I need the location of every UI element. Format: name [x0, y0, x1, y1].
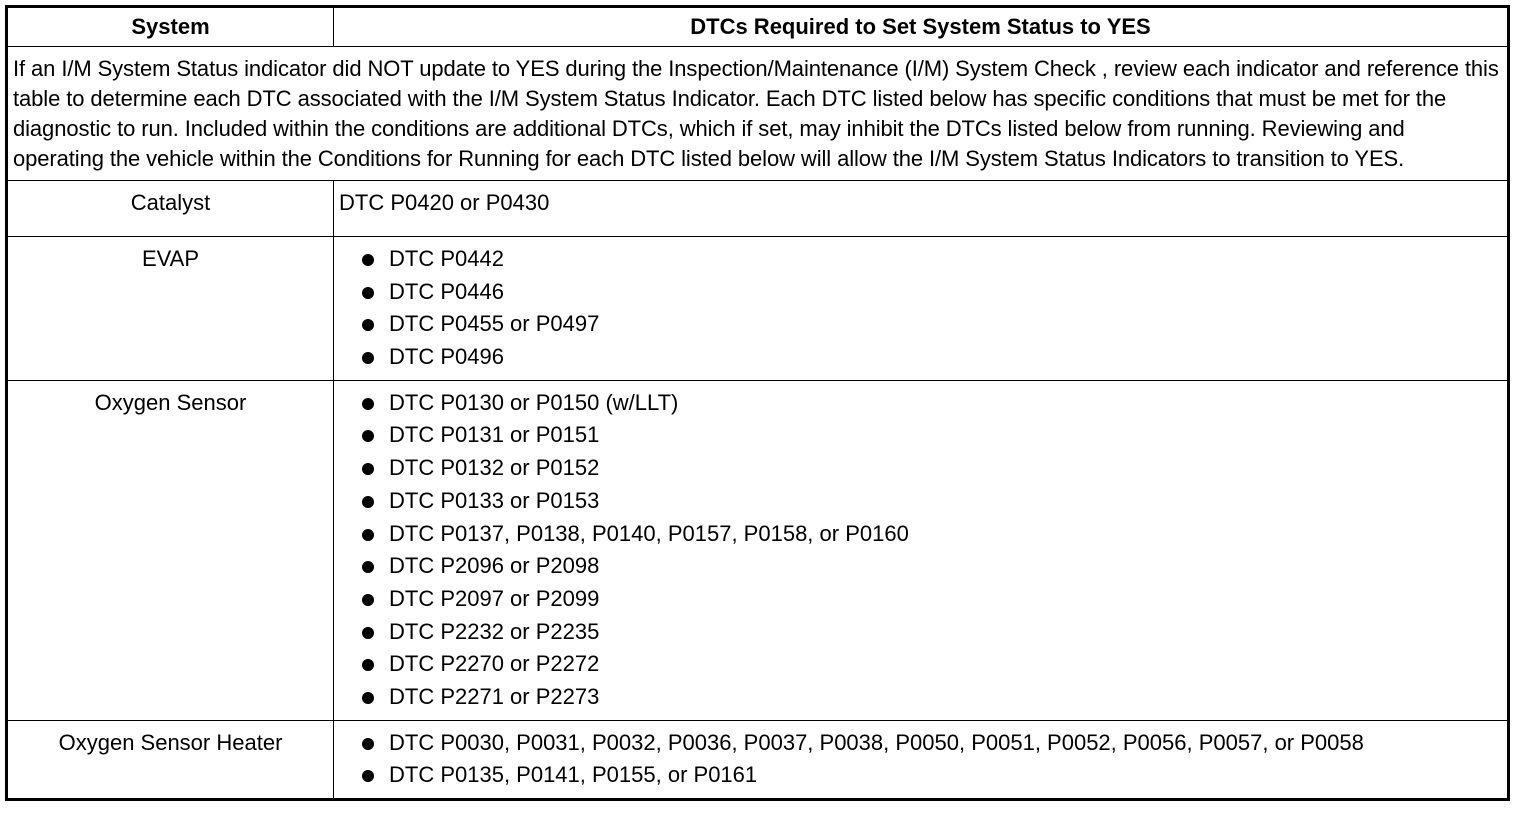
dtc-list: [339, 723, 1503, 796]
bullet-icon: [362, 463, 374, 475]
table-row-oxygen-sensor: [7, 380, 1509, 720]
list-item: [359, 616, 1503, 649]
bullet-icon: [362, 430, 374, 442]
system-cell: EVAP: [7, 237, 334, 381]
list-item: [359, 276, 1503, 309]
dtc-list: [339, 239, 1503, 378]
bullet-icon: [362, 496, 374, 508]
dtc-system-status-table: [5, 5, 1510, 801]
list-item: [359, 681, 1503, 714]
list-item: [359, 485, 1503, 518]
dtc-item-text: DTC P2097 or P2099: [389, 585, 600, 611]
dtc-item-text: DTC P0446: [389, 278, 504, 304]
dtc-item-text: DTC P0133 or P0153: [389, 487, 600, 513]
bullet-icon: [362, 738, 374, 750]
dtc-item-text: DTC P2271 or P2273: [389, 683, 600, 709]
list-item: [359, 452, 1503, 485]
dtc-item-text: DTC P0132 or P0152: [389, 455, 600, 481]
dtc-cell: [334, 720, 1509, 799]
dtc-item-text: DTC P0455 or P0497: [389, 311, 600, 337]
list-item: [359, 243, 1503, 276]
dtc-cell: [334, 237, 1509, 381]
dtc-item-text: DTC P0137, P0138, P0140, P0157, P0158, or P0160: [389, 520, 909, 546]
table-row-evap: [7, 237, 1509, 381]
dtc-table-container: [5, 5, 1507, 801]
list-item: [359, 518, 1503, 551]
dtc-item-text: DTC P2270 or P2272: [389, 651, 600, 677]
header-system: System: [7, 7, 334, 47]
list-item: [359, 550, 1503, 583]
dtc-item-text: DTC P0442: [389, 246, 504, 271]
dtc-cell: DTC P0420 or P0430: [334, 181, 1509, 237]
bullet-icon: [362, 287, 374, 299]
bullet-icon: [362, 319, 374, 331]
system-cell: Oxygen Sensor: [7, 380, 334, 720]
list-item: [359, 341, 1503, 374]
bullet-icon: [362, 770, 374, 782]
list-item: [359, 727, 1503, 760]
bullet-icon: [362, 254, 374, 266]
bullet-icon: [362, 659, 374, 671]
dtc-cell: [334, 380, 1509, 720]
bullet-icon: [362, 692, 374, 704]
table-row-oxygen-sensor-heater: [7, 720, 1509, 799]
list-item: [359, 308, 1503, 341]
table-row-catalyst: [7, 181, 1509, 237]
bullet-icon: [362, 529, 374, 541]
dtc-item-text: DTC P0135, P0141, P0155, or P0161: [389, 762, 758, 788]
dtc-item-text: DTC P2096 or P2098: [389, 553, 600, 579]
bullet-icon: [362, 594, 374, 606]
dtc-item-text: DTC P0130 or P0150 (w/LLT): [389, 389, 679, 415]
bullet-icon: [362, 561, 374, 573]
intro-paragraph: If an I/M System Status indicator did NOT update to YES during the Inspection/Maintenance (I/M) System Check , review each indicator and reference this table to determine each DTC associated with the I/M System Status Indicator. Each DTC listed below has specific conditions that must be met for the diagnostic to run. Included within the conditions are additional DTCs, which if set, may inhibit the DTCs listed below from running. Reviewing and operating the vehicle within the Conditions for Running for each DTC listed below will allow the I/M System Status Indicators to transition to YES.: [7, 47, 1509, 181]
header-dtcs-required: DTCs Required to Set System Status to YES: [334, 7, 1509, 47]
dtc-item-text: DTC P0131 or P0151: [389, 422, 600, 448]
header-row: [7, 7, 1509, 47]
list-item: [359, 648, 1503, 681]
intro-row: [7, 47, 1509, 181]
system-cell: Catalyst: [7, 181, 334, 237]
bullet-icon: [362, 352, 374, 364]
system-cell: Oxygen Sensor Heater: [7, 720, 334, 799]
list-item: [359, 419, 1503, 452]
bullet-icon: [362, 627, 374, 639]
dtc-item-text: DTC P0496: [389, 344, 504, 370]
bullet-icon: [362, 398, 374, 410]
dtc-item-text: DTC P0030, P0031, P0032, P0036, P0037, P0038, P0050, P0051, P0052, P0056, P0057, or P0058: [389, 729, 1364, 755]
dtc-list: [339, 383, 1503, 718]
list-item: [359, 759, 1503, 792]
list-item: [359, 387, 1503, 420]
dtc-item-text: DTC P2232 or P2235: [389, 618, 600, 644]
list-item: [359, 583, 1503, 616]
